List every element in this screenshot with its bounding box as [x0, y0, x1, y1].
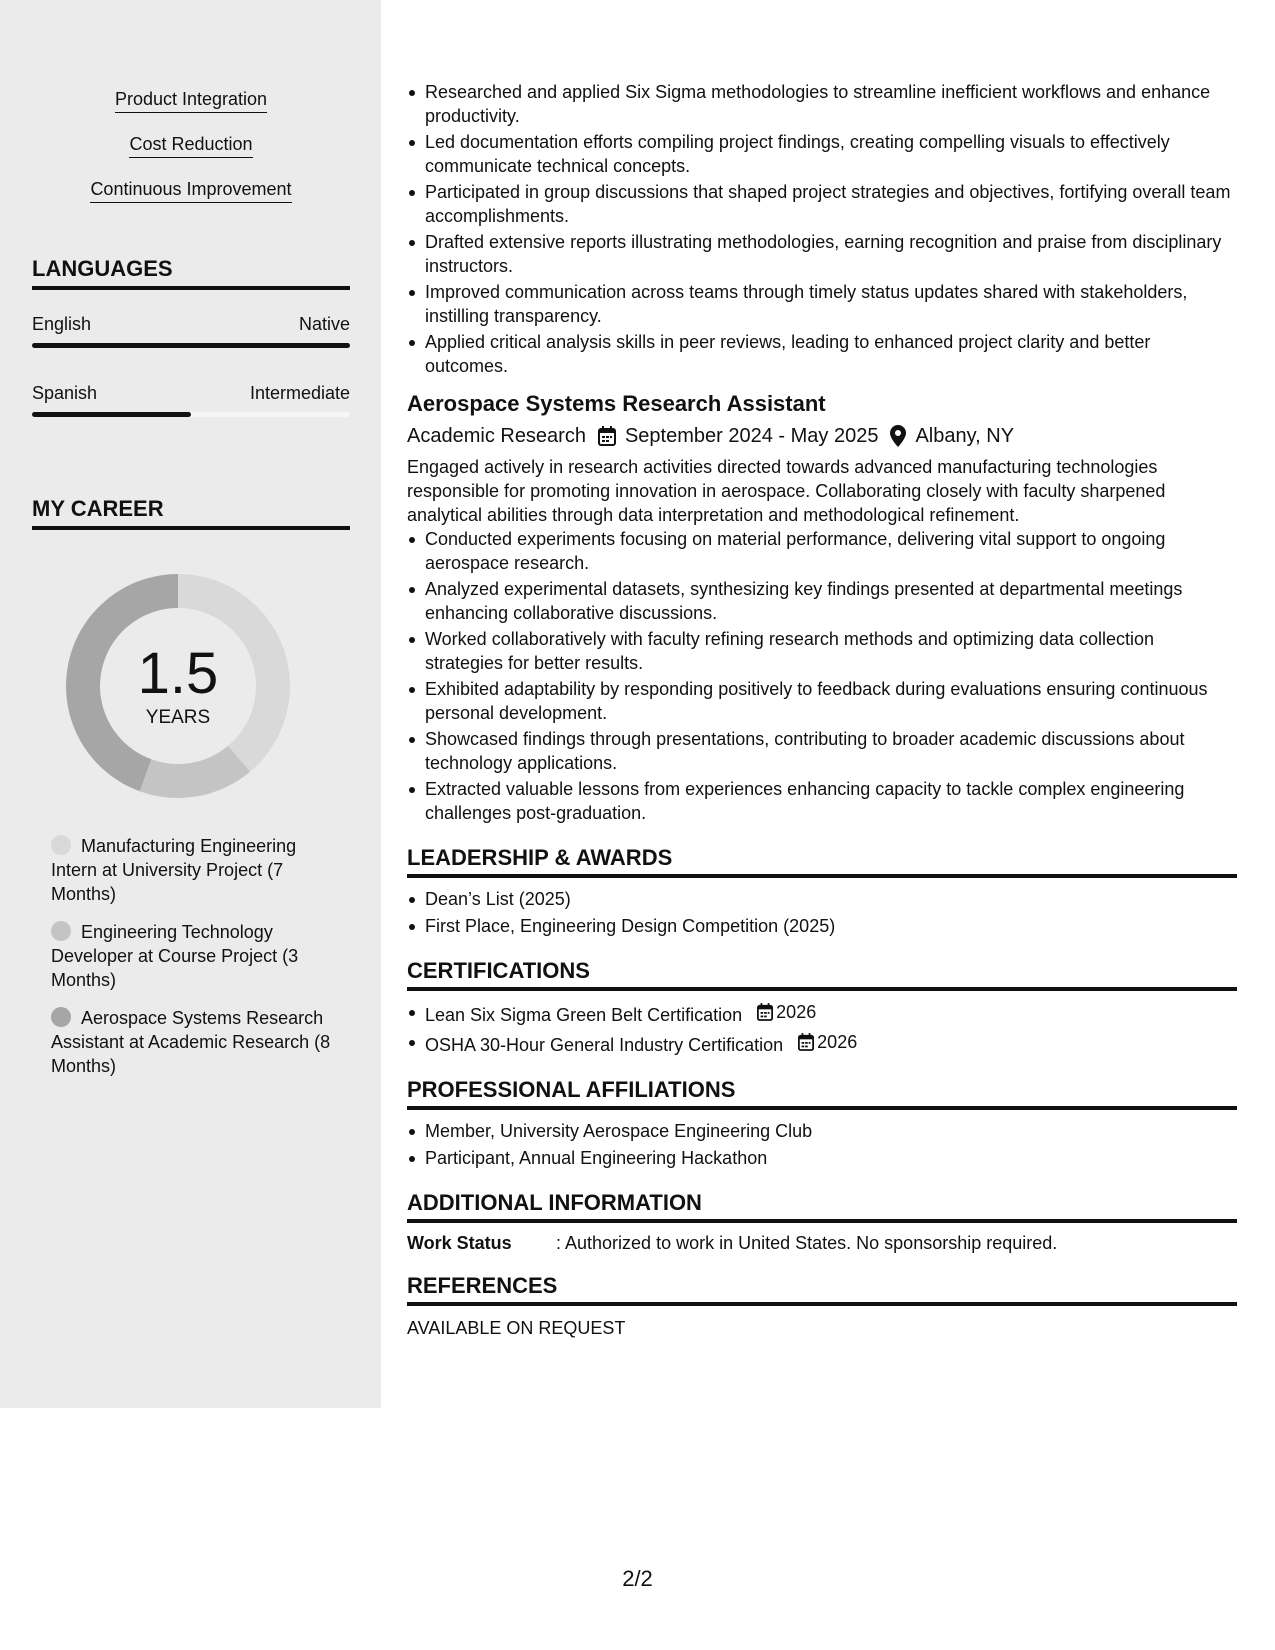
skill-item: Cost Reduction: [32, 133, 350, 158]
award-item: Dean’s List (2025): [407, 887, 1237, 911]
bullet-item: Showcased findings through presentations, contributing to broader academic discussions about technology applications.: [407, 727, 1237, 775]
legend-dot: [51, 921, 71, 941]
career-legend-item: [51, 834, 331, 906]
career-legend-item: [51, 1006, 331, 1078]
skill-item: Continuous Improvement: [32, 178, 350, 203]
references-section: [407, 1273, 1237, 1340]
affiliations-list: [407, 1119, 1237, 1170]
job-location: Albany, NY: [915, 425, 1015, 447]
certification-item: [407, 1030, 1237, 1057]
language-bar: [32, 412, 350, 417]
job-description: Engaged actively in research activities directed towards advanced manufacturing technologies responsible for promoting innovation in aerospace. Collaborating closely with faculty sharpened analytical abilities through data interpretation and methodological refinement.: [407, 457, 1166, 525]
bullet-item: Analyzed experimental datasets, synthesizing key findings presented at departmental meetings enhancing collaborative discussions.: [407, 577, 1237, 625]
references-heading: REFERENCES: [407, 1273, 1237, 1306]
references-text: AVAILABLE ON REQUEST: [407, 1318, 626, 1338]
career-legend-item: [51, 920, 331, 992]
work-status-row: [407, 1231, 1237, 1255]
previous-job-bullets: [407, 80, 1237, 378]
affiliations-section: [407, 1077, 1237, 1170]
bullet-item: Exhibited adaptability by responding positively to feedback during evaluations ensuring continuous personal development.: [407, 677, 1237, 725]
calendar-icon: [598, 426, 616, 446]
leadership-list: [407, 887, 1237, 938]
bullet-item: Extracted valuable lessons from experiences enhancing capacity to tackle complex engineering challenges post-graduation.: [407, 777, 1237, 825]
language-level: Native: [298, 314, 350, 334]
language-name: English: [32, 314, 92, 334]
certification-date: 2026: [798, 1030, 857, 1054]
job-meta: [407, 423, 1237, 449]
calendar-icon: [798, 1033, 814, 1051]
calendar-icon: [757, 1003, 773, 1021]
language-level: Intermediate: [249, 383, 350, 403]
languages-heading: LANGUAGES: [32, 256, 350, 290]
affiliation-item: Member, University Aerospace Engineering Club: [407, 1119, 1237, 1143]
language-bar: [32, 343, 350, 348]
certification-date: 2026: [757, 1000, 816, 1024]
award-item: First Place, Engineering Design Competition (2025): [407, 914, 1237, 938]
career-total-value: 1.5: [137, 641, 219, 706]
job-company: Academic Research: [407, 425, 586, 447]
bullet-item: Researched and applied Six Sigma methodologies to streamline inefficient workflows and enhance productivity.: [407, 80, 1237, 128]
sidebar: [0, 0, 381, 1408]
career-total: [66, 574, 290, 798]
skill-item: Product Integration: [32, 88, 350, 113]
certification-name: Lean Six Sigma Green Belt Certification: [425, 1005, 743, 1025]
bullet-item: Drafted extensive reports illustrating methodologies, earning recognition and praise from disciplinary instructors.: [407, 230, 1237, 278]
map-pin-icon: [890, 425, 906, 447]
bullet-item: Led documentation efforts compiling project findings, creating compelling visuals to effectively communicate technical concepts.: [407, 130, 1237, 178]
certifications-heading: CERTIFICATIONS: [407, 958, 1237, 991]
additional-info-heading: ADDITIONAL INFORMATION: [407, 1190, 1237, 1223]
affiliation-item: Participant, Annual Engineering Hackathon: [407, 1146, 1237, 1170]
job-entry: [407, 390, 1237, 825]
language-row: [32, 382, 350, 404]
main-content: [407, 0, 1237, 1340]
bullet-item: Worked collaboratively with faculty refining research methods and optimizing data collection strategies for better results.: [407, 627, 1237, 675]
bullet-item: Participated in group discussions that shaped project strategies and objectives, fortifying overall team accomplishments.: [407, 180, 1237, 228]
bullet-item: Conducted experiments focusing on material performance, delivering vital support to ongoing aerospace research.: [407, 527, 1237, 575]
bullet-item: Improved communication across teams through timely status updates shared with stakeholders, instilling transparency.: [407, 280, 1237, 328]
leadership-section: [407, 845, 1237, 938]
career-legend-label: Aerospace Systems Research Assistant at Academic Research (8 Months): [51, 1008, 331, 1076]
job-title: Aerospace Systems Research Assistant: [407, 391, 826, 416]
language-row: [32, 313, 350, 335]
language-name: Spanish: [32, 383, 98, 403]
job-dates: September 2024 - May 2025: [624, 425, 879, 447]
affiliations-heading: PROFESSIONAL AFFILIATIONS: [407, 1077, 1237, 1110]
job-bullets: [407, 527, 1237, 825]
certification-item: [407, 1000, 1237, 1027]
certifications-section: [407, 958, 1237, 1057]
work-status-label: Work Status: [407, 1233, 512, 1253]
page-number: 2/2: [622, 1566, 653, 1591]
language-bar-fill: [32, 343, 350, 348]
career-total-unit: YEARS: [145, 707, 211, 728]
legend-dot: [51, 835, 71, 855]
career-legend-label: Engineering Technology Developer at Course Project (3 Months): [51, 922, 299, 990]
work-status-value: : Authorized to work in United States. No sponsorship required.: [556, 1233, 1058, 1253]
language-bar-fill: [32, 412, 191, 417]
certifications-list: [407, 1000, 1237, 1057]
career-legend-label: Manufacturing Engineering Intern at University Project (7 Months): [51, 836, 297, 904]
bullet-item: Applied critical analysis skills in peer reviews, leading to enhanced project clarity and better outcomes.: [407, 330, 1237, 378]
leadership-heading: LEADERSHIP & AWARDS: [407, 845, 1237, 878]
additional-info-section: [407, 1190, 1237, 1255]
legend-dot: [51, 1007, 71, 1027]
career-heading: MY CAREER: [32, 496, 350, 530]
certification-name: OSHA 30-Hour General Industry Certification: [425, 1035, 784, 1055]
